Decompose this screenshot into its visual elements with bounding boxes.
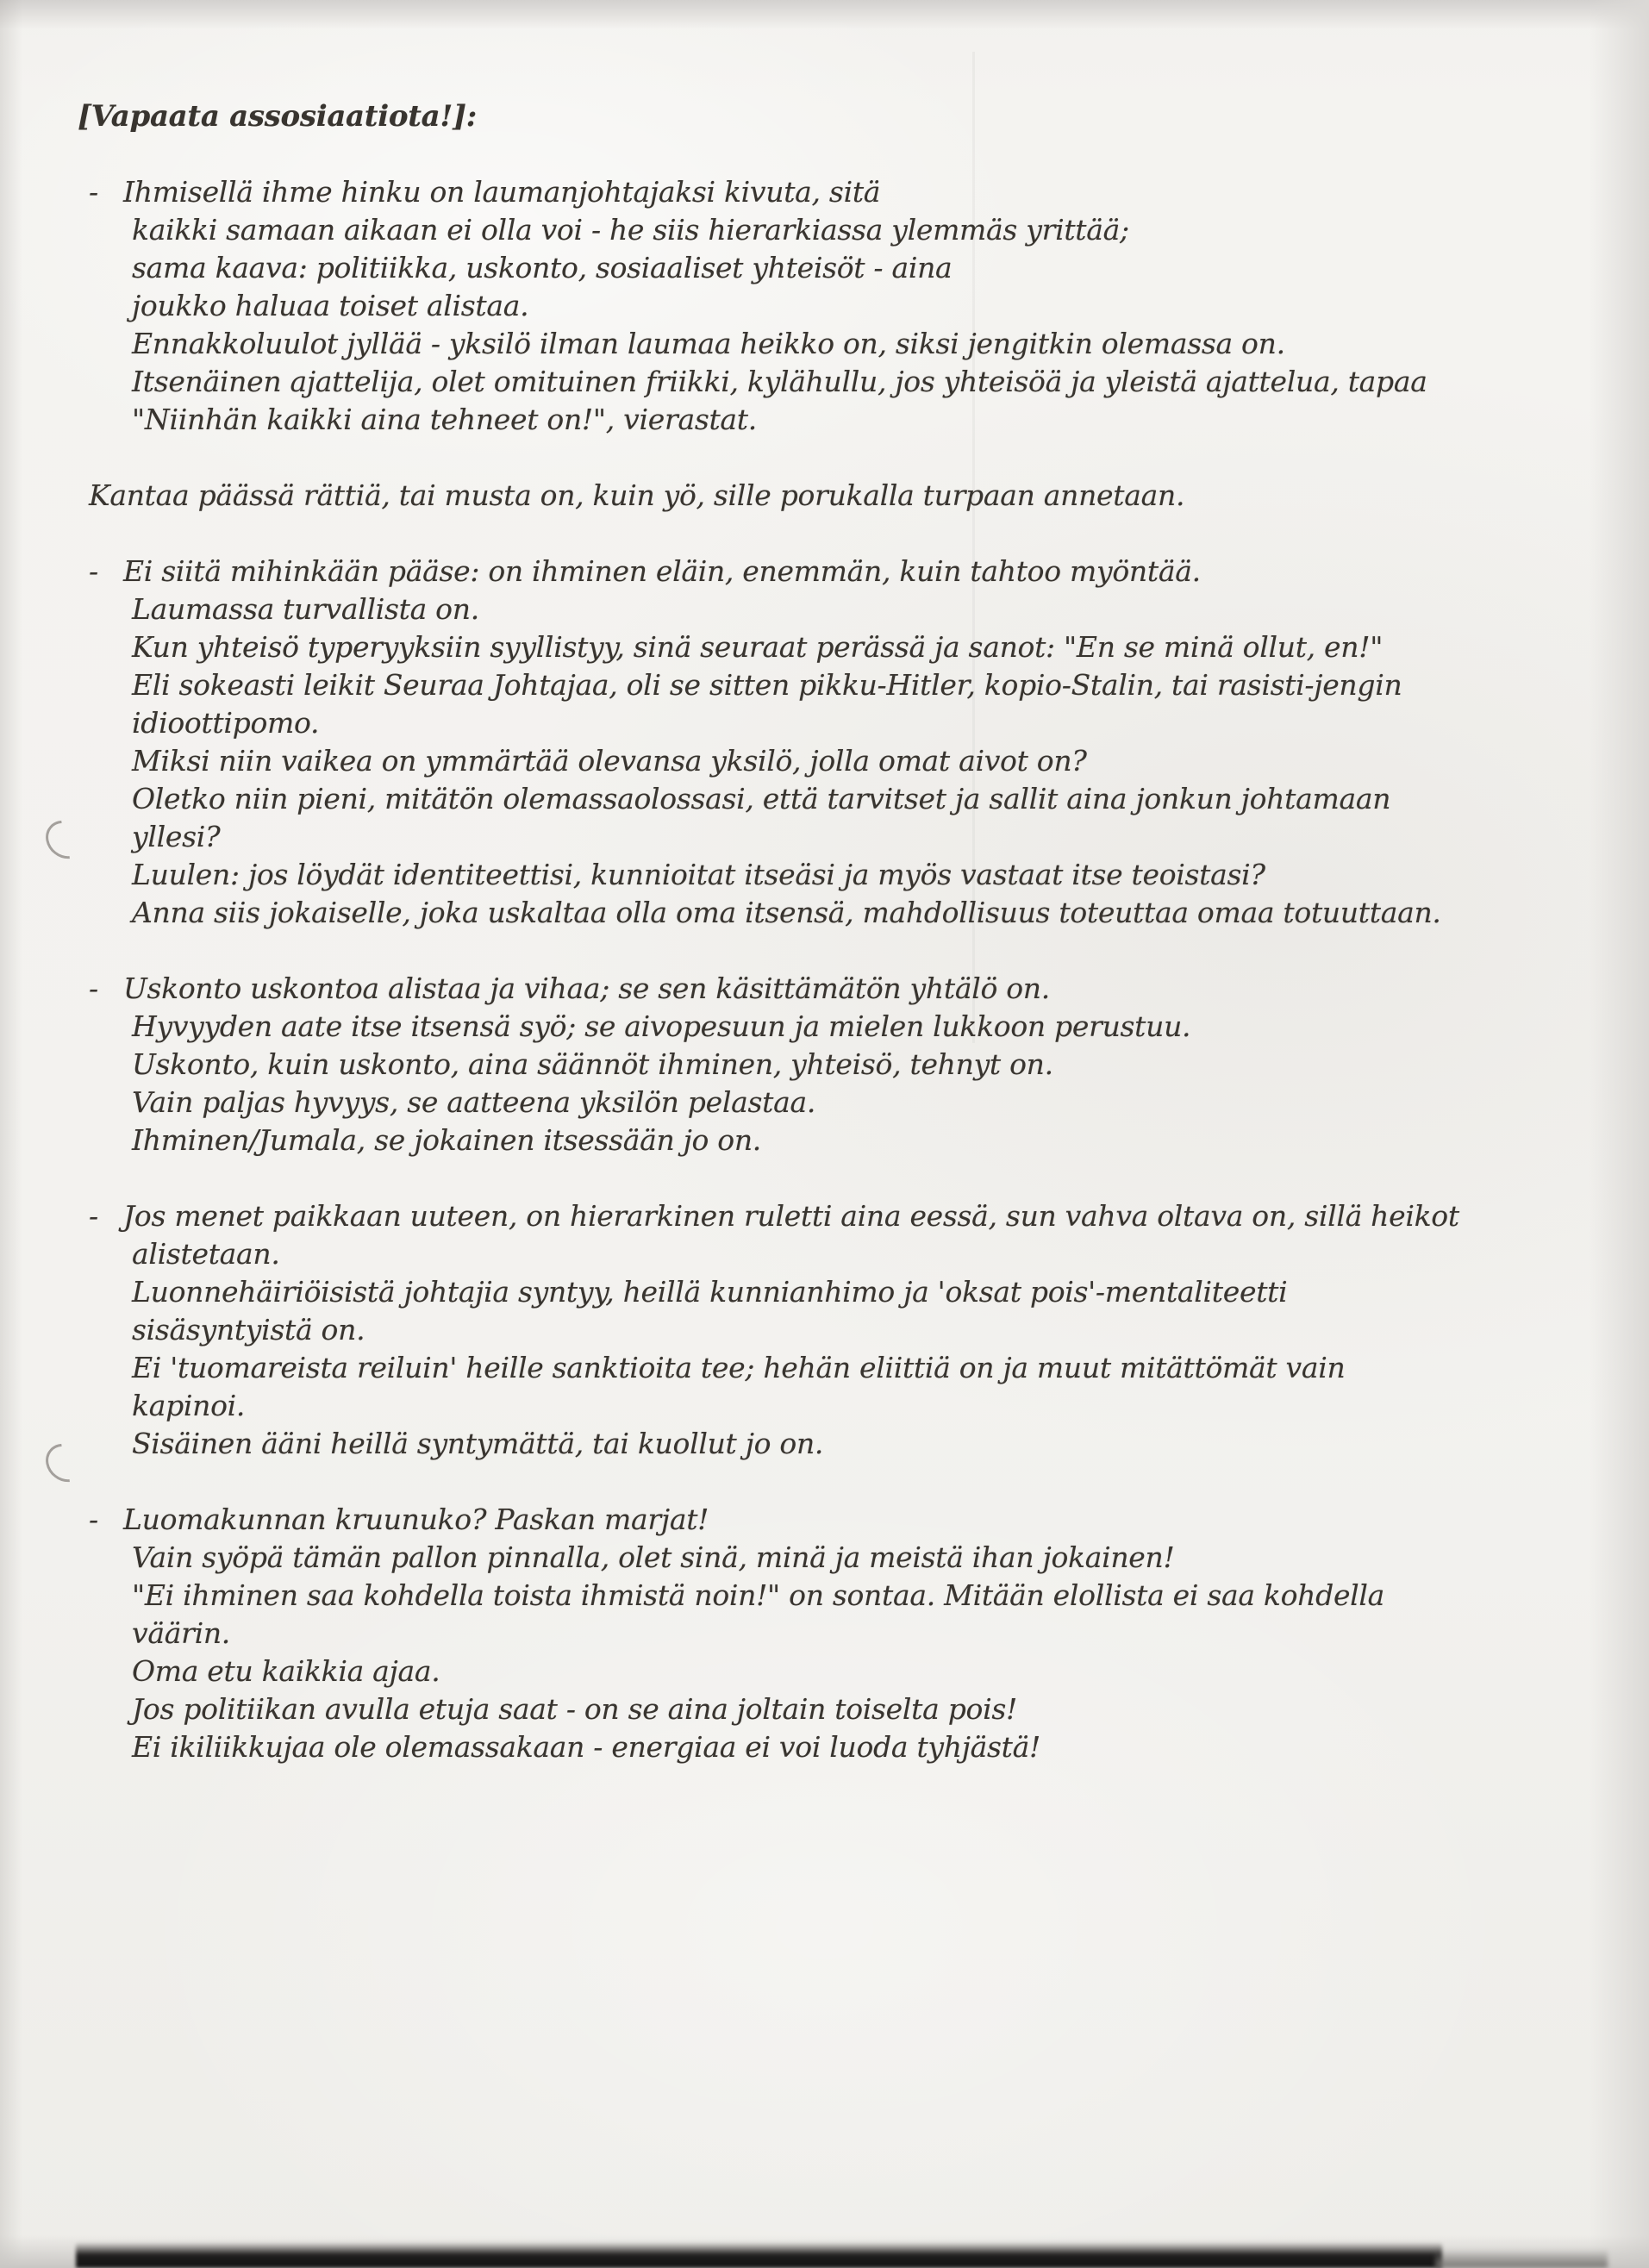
bullet-item (89, 553, 1517, 932)
text-line: Uskonto uskontoa alistaa ja vihaa; se sen käsittämätön yhtälö on. (123, 972, 1050, 1005)
text-line: "Niinhän kaikki aina tehneet on!", vierastat. (132, 403, 757, 436)
text-line: Jos menet paikkaan uuteen, on hierarkinen ruletti aina eessä, sun vahva oltava on, sillä heikot (123, 1199, 1459, 1233)
text-line: Uskonto, kuin uskonto, aina säännöt ihminen, yhteisö, tehnyt on. (132, 1047, 1053, 1081)
text-line: Anna siis jokaiselle, joka uskaltaa olla oma itsensä, mahdollisuus toteuttaa omaa totuuttaan. (132, 896, 1441, 929)
text-line: sama kaava: politiikka, uskonto, sosiaaliset yhteisöt - aina (132, 251, 953, 284)
text-line: Hyvyyden aate itse itsensä syö; se aivopesuun ja mielen lukkoon perustuu. (132, 1009, 1191, 1043)
bullet-dash: - (89, 175, 98, 209)
text-line: väärin. (132, 1616, 230, 1650)
text-line: Oletko niin pieni, mitätön olemassaolossasi, että tarvitset ja sallit aina jonkun johtamaan (132, 782, 1391, 815)
text-line: Luonnehäiriöisistä johtajia syntyy, heillä kunnianhimo ja 'oksat pois'-mentaliteetti (132, 1275, 1288, 1309)
text-lines (123, 1197, 1517, 1463)
document-text (0, 97, 1517, 1766)
text-line: Ei siitä mihinkään pääse: on ihminen eläin, enemmän, kuin tahtoo myöntää. (123, 554, 1201, 588)
text-line: Itsenäinen ajattelija, olet omituinen friikki, kylähullu, jos yhteisöä ja yleistä ajattelua, tapaa (132, 365, 1427, 398)
text-line: joukko haluaa toiset alistaa. (132, 289, 529, 322)
bullet-item (89, 1501, 1517, 1766)
text-line: Ennakkoluulot jyllää - yksilö ilman laumaa heikko on, siksi jengitkin olemassa on. (132, 327, 1285, 360)
text-line: "Ei ihminen saa kohdella toista ihmistä noin!" on sontaa. Mitään elollista ei saa kohdella (132, 1578, 1385, 1612)
text-line: Kantaa päässä rättiä, tai musta on, kuin yö, sille porukalla turpaan annetaan. (89, 478, 1185, 512)
text-line: Sisäinen ääni heillä syntymättä, tai kuollut jo on. (132, 1427, 824, 1460)
text-lines (123, 553, 1517, 932)
text-line: Oma etu kaikkia ajaa. (132, 1654, 440, 1688)
text-line: Jos politiikan avulla etuja saat - on se aina joltain toiselta pois! (132, 1692, 1017, 1726)
scan-right-edge (1589, 0, 1649, 2268)
bullet-dash: - (89, 554, 98, 588)
text-line: Ihminen/Jumala, se jokainen itsessään jo on. (132, 1123, 761, 1157)
bullet-item (89, 173, 1517, 439)
text-line: kapinoi. (132, 1389, 246, 1422)
text-line: Luulen: jos löydät identiteettisi, kunnioitat itseäsi ja myös vastaat itse teoistasi? (132, 858, 1265, 891)
text-body (0, 173, 1517, 1766)
text-line: idioottipomo. (132, 706, 320, 740)
text-line: Ei 'tuomareista reiluin' heille sanktioita tee; hehän eliittiä on ja muut mitättömät vain (132, 1351, 1346, 1384)
text-line: alistetaan. (132, 1237, 280, 1271)
bullet-item (89, 1197, 1517, 1463)
text-lines (123, 1501, 1517, 1766)
text-lines (89, 477, 1517, 515)
bullet-dash: - (89, 1199, 98, 1233)
scan-top-edge (0, 0, 1649, 29)
text-line: kaikki samaan aikaan ei olla voi - he siis hierarkiassa ylemmäs yrittää; (132, 213, 1129, 247)
text-line: Ihmisellä ihme hinku on laumanjohtajaksi kivuta, sitä (123, 175, 881, 209)
text-line: sisäsyntyistä on. (132, 1313, 365, 1346)
bullet-dash: - (89, 1503, 98, 1536)
text-line: Luomakunnan kruunuko? Paskan marjat! (123, 1503, 709, 1536)
text-line: Vain syöpä tämän pallon pinnalla, olet sinä, minä ja meistä ihan jokainen! (132, 1540, 1175, 1574)
text-line: Miksi niin vaikea on ymmärtää olevansa yksilö, jolla omat aivot on? (132, 744, 1087, 778)
text-line: Ei ikiliikkujaa ole olemassakaan - energiaa ei voi luoda tyhjästä! (132, 1730, 1040, 1764)
scan-bottom-edge-shadow-right (1435, 2249, 1608, 2268)
paragraph (89, 477, 1517, 515)
text-lines (123, 173, 1517, 439)
text-line: Eli sokeasti leikit Seuraa Johtajaa, oli se sitten pikku-Hitler, kopio-Stalin, tai rasisti-jengin (132, 668, 1402, 702)
page-title: [Vapaata assosiaatiota!]: (78, 99, 477, 134)
text-line: yllesi? (132, 820, 221, 853)
text-line: Vain paljas hyvyys, se aatteena yksilön pelastaa. (132, 1085, 816, 1119)
bullet-dash: - (89, 972, 98, 1005)
text-lines (123, 970, 1517, 1159)
text-line: Laumassa turvallista on. (132, 592, 479, 626)
scan-bottom-edge-shadow (76, 2242, 1442, 2268)
text-line: Kun yhteisö typeryyksiin syyllistyy, sinä seuraat perässä ja sanot: "En se minä ollut, en!" (132, 630, 1384, 664)
bullet-item (89, 970, 1517, 1159)
